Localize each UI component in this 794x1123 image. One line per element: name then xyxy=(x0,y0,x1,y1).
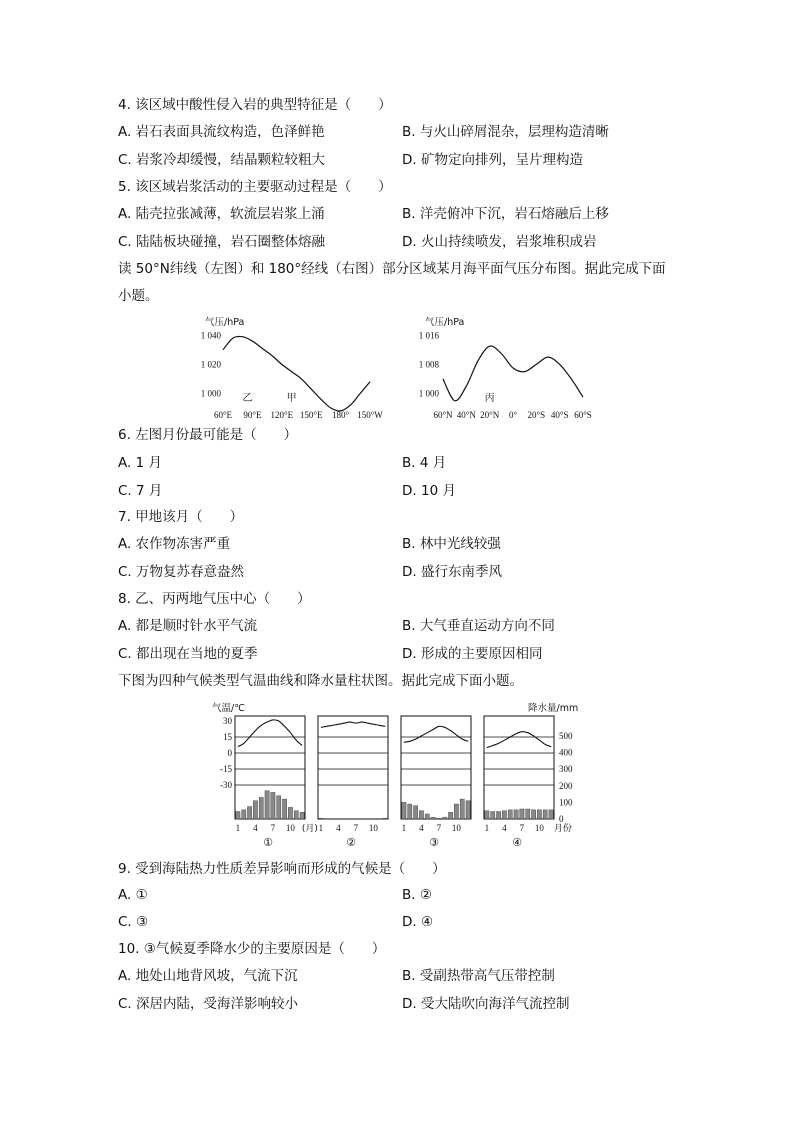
q9-option-b[interactable]: B. ② xyxy=(402,887,432,903)
climate-precip-bar xyxy=(454,804,458,819)
pressure-right-xtick: 60°N xyxy=(433,410,453,420)
climate-precip-bar xyxy=(443,817,447,819)
q7-option-d[interactable]: D. 盛行东南季风 xyxy=(402,564,502,580)
intro-pressure-line1: 读 50°N纬线（左图）和 180°经线（右图）部分区域某月海平面气压分布图。据此完成下面 xyxy=(118,261,666,277)
climate-precip-tick: 500 xyxy=(559,731,573,741)
climate-temp-tick: 0 xyxy=(227,748,232,758)
climate-temp-tick: 15 xyxy=(223,732,232,742)
q4-option-d[interactable]: D. 矿物定向排列，呈片理构造 xyxy=(402,152,583,168)
climate-month-tick: 1 xyxy=(235,823,241,833)
climate-month-tick: 月份 xyxy=(553,824,572,834)
q6-option-c[interactable]: C. 7 月 xyxy=(118,483,163,499)
climate-precip-bar xyxy=(402,802,406,819)
q4-option-b[interactable]: B. 与火山碎屑混杂，层理构造清晰 xyxy=(402,124,609,140)
intro-climate: 下图为四种气候类型气温曲线和降水量柱状图。据此完成下面小题。 xyxy=(118,673,523,689)
climate-precip-bar xyxy=(537,810,541,819)
pressure-left-xtick: 90°E xyxy=(243,410,262,420)
q10-option-c[interactable]: C. 深居内陆，受海洋影响较小 xyxy=(118,996,299,1012)
pressure-right-xtick: 40°N xyxy=(456,410,476,420)
climate-precip-bar xyxy=(531,810,535,819)
pressure-chart-180 xyxy=(415,314,615,424)
climate-temp-tick: -30 xyxy=(220,780,232,790)
q4-option-c[interactable]: C. 岩浆冷却缓慢，结晶颗粒较粗大 xyxy=(118,152,326,168)
pressure-left-xtick: 150°W xyxy=(357,410,383,420)
q10-option-b[interactable]: B. 受副热带高气压带控制 xyxy=(402,968,555,984)
climate-month-tick: 7 xyxy=(353,823,359,833)
climate-precip-bar xyxy=(277,796,281,819)
climate-panel-1 xyxy=(235,716,318,849)
climate-month-tick: 10 xyxy=(368,823,378,833)
q10-stem: 10. ③气候夏季降水少的主要原因是（ ） xyxy=(118,941,386,957)
climate-precip-bar xyxy=(460,799,464,819)
q5-option-d[interactable]: D. 火山持续喷发，岩浆堆积成岩 xyxy=(402,234,597,250)
pressure-right-ytick: 1 016 xyxy=(418,330,439,341)
climate-month-tick: (月) xyxy=(301,824,318,834)
q8-option-a[interactable]: A. 都是顺时针水平气流 xyxy=(118,618,258,634)
climate-month-tick: 1 xyxy=(484,823,490,833)
climate-precip-bar xyxy=(265,791,269,819)
climate-panel-label: ① xyxy=(263,836,273,849)
climate-panel-frame xyxy=(318,716,388,819)
pressure-left-ytick: 1 000 xyxy=(200,388,221,399)
pressure-left-xtick: 150°E xyxy=(299,410,323,420)
climate-precip-bar xyxy=(514,810,518,819)
climate-precip-bar xyxy=(508,810,512,819)
climate-month-tick: 10 xyxy=(534,823,544,833)
climate-precip-tick: 300 xyxy=(559,764,573,775)
climate-month-tick: 7 xyxy=(436,823,442,833)
q5-option-a[interactable]: A. 陆壳拉张减薄，软流层岩浆上涌 xyxy=(118,206,325,222)
q9-option-d[interactable]: D. ④ xyxy=(402,914,434,930)
climate-temp-tick: 30 xyxy=(223,716,232,726)
climate-month-tick: 10 xyxy=(285,823,295,833)
q8-option-d[interactable]: D. 形成的主要原因相同 xyxy=(402,646,543,662)
climate-temp-curve xyxy=(238,720,302,747)
pressure-right-xtick: 20°N xyxy=(480,410,500,420)
climate-panel-frame xyxy=(235,716,305,819)
pressure-left-ytick: 1 040 xyxy=(200,330,221,341)
q9-stem: 9. 受到海陆热力性质差异影响而形成的气候是（ ） xyxy=(118,861,446,877)
q10-option-a[interactable]: A. 地处山地背风坡，气流下沉 xyxy=(118,968,298,984)
climate-month-tick: 4 xyxy=(336,823,341,833)
pressure-left-xtick: 60°E xyxy=(213,410,233,420)
climate-panel-2 xyxy=(318,716,388,849)
climate-panel-3 xyxy=(401,716,471,849)
pressure-left-xtick: 180° xyxy=(332,410,350,420)
climate-precip-bar xyxy=(294,811,298,819)
climate-temp-tick: -15 xyxy=(220,764,232,774)
climate-precip-bar xyxy=(242,810,246,819)
climate-precip-bar xyxy=(466,801,470,819)
q9-option-a[interactable]: A. ① xyxy=(118,887,148,903)
climate-panel-label: ② xyxy=(346,836,356,849)
climate-month-tick: 1 xyxy=(318,823,324,833)
pressure-right-xtick: 60°S xyxy=(574,410,592,420)
climate-precip-bar xyxy=(413,806,417,819)
climate-precip-bar xyxy=(300,812,304,819)
climate-ylabel-left: 气温/℃ xyxy=(212,703,245,714)
climate-precip-tick: 0 xyxy=(559,814,564,824)
climate-temp-curve xyxy=(404,726,468,742)
climate-chart xyxy=(208,700,593,852)
pressure-right-xtick: 0° xyxy=(508,410,518,420)
climate-temp-curve xyxy=(487,732,551,748)
climate-precip-bar xyxy=(448,812,452,819)
q7-stem: 7. 甲地该月（ ） xyxy=(118,509,244,525)
pressure-right-ytick: 1 008 xyxy=(418,359,439,370)
climate-month-tick: 4 xyxy=(502,823,507,833)
climate-panel-label: ③ xyxy=(429,836,439,849)
climate-precip-bar xyxy=(520,809,524,819)
climate-precip-bar xyxy=(282,799,286,819)
climate-precip-bar xyxy=(431,817,435,819)
climate-month-tick: 1 xyxy=(401,823,407,833)
climate-precip-bar xyxy=(259,797,263,819)
climate-month-tick: 7 xyxy=(270,823,276,833)
climate-precip-bar xyxy=(496,812,500,819)
pressure-left-annotation: 乙 xyxy=(242,393,253,404)
q8-stem: 8. 乙、丙两地气压中心（ ） xyxy=(118,591,311,607)
q6-option-b[interactable]: B. 4 月 xyxy=(402,455,447,471)
climate-month-tick: 4 xyxy=(253,823,258,833)
q6-option-a[interactable]: A. 1 月 xyxy=(118,455,162,471)
climate-precip-bar xyxy=(319,818,323,819)
climate-precip-bar xyxy=(383,818,387,819)
pressure-left-ylabel: 气压/hPa xyxy=(205,317,245,328)
climate-precip-bar xyxy=(543,810,547,819)
climate-precip-tick: 400 xyxy=(559,747,573,758)
climate-precip-bar xyxy=(491,812,495,819)
climate-precip-bar xyxy=(236,812,240,819)
pressure-chart-50n xyxy=(195,314,405,424)
pressure-left-annotation: 甲 xyxy=(286,393,297,404)
climate-precip-tick: 200 xyxy=(559,780,573,791)
pressure-right-xtick: 40°S xyxy=(550,410,569,420)
climate-precip-bar xyxy=(408,804,412,819)
climate-precip-bar xyxy=(425,814,429,819)
intro-pressure-line2: 小题。 xyxy=(118,288,159,304)
q8-option-c[interactable]: C. 都出现在当地的夏季 xyxy=(118,646,258,662)
climate-precip-bar xyxy=(437,818,441,819)
pressure-left-xtick: 120°E xyxy=(270,410,294,420)
pressure-right-ylabel: 气压/hPa xyxy=(425,317,465,328)
q5-stem: 5. 该区域岩浆活动的主要驱动过程是（ ） xyxy=(118,179,392,195)
climate-precip-bar xyxy=(502,811,506,819)
q7-option-a[interactable]: A. 农作物冻害严重 xyxy=(118,536,231,552)
pressure-right-xtick: 20°S xyxy=(527,410,546,420)
climate-precip-bar xyxy=(288,807,292,819)
climate-panel-label: ④ xyxy=(512,836,522,849)
q5-option-b[interactable]: B. 洋壳俯冲下沉，岩石熔融后上移 xyxy=(402,206,609,222)
q7-option-c[interactable]: C. 万物复苏春意盎然 xyxy=(118,564,245,580)
climate-precip-bar xyxy=(549,810,553,819)
climate-panel-frame xyxy=(484,716,554,819)
climate-precip-bar xyxy=(526,809,530,819)
climate-precip-bar xyxy=(485,811,489,819)
climate-month-tick: 4 xyxy=(419,823,424,833)
climate-ylabel-right: 降水量/mm xyxy=(528,703,579,714)
climate-month-tick: 10 xyxy=(451,823,461,833)
q4-option-a[interactable]: A. 岩石表面具流纹构造，色泽鲜艳 xyxy=(118,124,325,140)
climate-precip-bar xyxy=(419,811,423,819)
q9-option-c[interactable]: C. ③ xyxy=(118,914,149,930)
q6-option-d[interactable]: D. 10 月 xyxy=(402,483,456,499)
climate-precip-bar xyxy=(253,801,257,819)
q5-option-c[interactable]: C. 陆陆板块碰撞，岩石圈整体熔融 xyxy=(118,234,326,250)
q7-option-b[interactable]: B. 林中光线较强 xyxy=(402,536,501,552)
climate-precip-bar xyxy=(247,807,251,819)
climate-precip-tick: 100 xyxy=(559,797,573,808)
climate-month-tick: 7 xyxy=(519,823,525,833)
climate-temp-curve xyxy=(321,722,385,727)
q8-option-b[interactable]: B. 大气垂直运动方向不同 xyxy=(402,618,555,634)
pressure-right-curve xyxy=(443,346,583,401)
q4-stem: 4. 该区域中酸性侵入岩的典型特征是（ ） xyxy=(118,97,392,113)
climate-precip-bar xyxy=(271,792,275,819)
q10-option-d[interactable]: D. 受大陆吹向海洋气流控制 xyxy=(402,996,570,1012)
pressure-left-ytick: 1 020 xyxy=(200,359,221,370)
pressure-right-annotation: 丙 xyxy=(484,393,495,404)
pressure-right-ytick: 1 000 xyxy=(418,388,439,399)
q6-stem: 6. 左图月份最可能是（ ） xyxy=(118,427,298,443)
